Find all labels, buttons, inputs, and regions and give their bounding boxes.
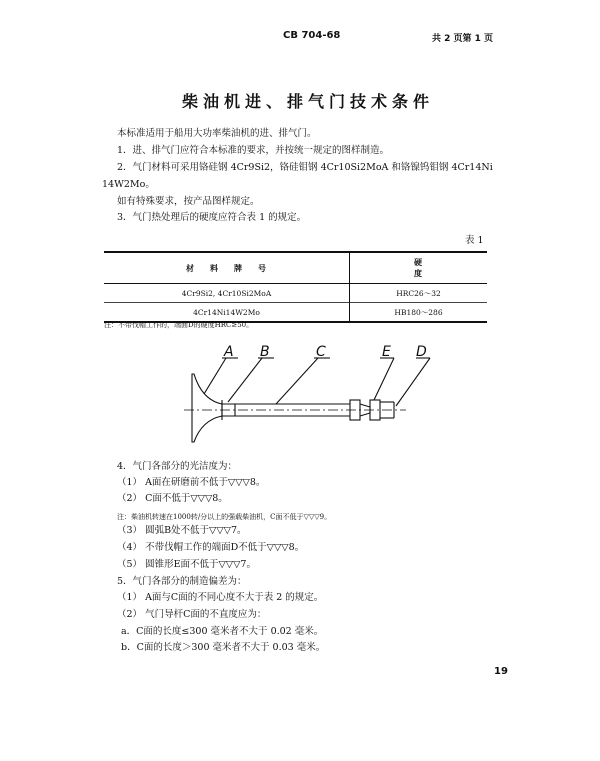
clause-4: 4．气门各部分的光洁度为： — [117, 461, 238, 472]
table-note: 注：不带伐帽工作的，端面D的硬度HRC≥50。 — [104, 321, 254, 329]
table-row — [104, 284, 487, 303]
clause-5-2-b: b．C面的长度＞300 毫米者不大于 0.03 毫米。 — [121, 642, 326, 653]
leader-a — [204, 358, 226, 394]
standard-number: CB 704-68 — [283, 30, 341, 41]
label-c: C — [316, 344, 326, 360]
clause-2-continued: 14W2Mo。 — [102, 179, 155, 190]
valve-head — [192, 374, 222, 442]
clause-4-4: （4） 不带伐帽工作的端面D不低于▽▽▽8。 — [117, 542, 305, 553]
label-e: E — [382, 344, 391, 360]
leader-c — [276, 358, 318, 404]
leader-b — [228, 358, 262, 402]
material-cell: 4Cr14Ni14W2Mo — [104, 303, 350, 323]
clause-4-note: 注：柴油机转速在1000转/分以上的强载柴油机，C面不低于▽▽▽9。 — [117, 513, 332, 521]
valve-diagram — [180, 344, 427, 444]
leader-d — [396, 358, 430, 406]
page-info: 共 2 页第 1 页 — [432, 34, 494, 44]
hardness-cell: HB180～286 — [350, 303, 488, 323]
label-a: A — [224, 344, 234, 360]
material-cell: 4Cr9Si2, 4Cr10Si2MoA — [104, 284, 350, 303]
page-number: 19 — [494, 666, 508, 677]
clause-5-2-a: a．C面的长度≤300 毫米者不大于 0.02 毫米。 — [121, 626, 324, 637]
label-d: D — [416, 344, 427, 360]
clause-5-1: （1） A面与C面的不同心度不大于表 2 的规定。 — [117, 592, 324, 603]
table-header-row — [104, 252, 487, 284]
clause-3: 3．气门热处理后的硬度应符合表 1 的规定。 — [117, 212, 307, 223]
clause-4-2: （2） C面不低于▽▽▽8。 — [117, 493, 228, 504]
clause-5-2: （2） 气门导杆C面的不直度应为： — [117, 609, 267, 620]
clause-4-1: （1） A面在研磨前不低于▽▽▽8。 — [117, 477, 266, 488]
clause-4-5: （5） 圆锥形E面不低于▽▽▽7。 — [117, 559, 256, 570]
clause-1: 1．进、排气门应符合本标准的要求，并按统一规定的图样制造。 — [117, 145, 390, 156]
table-label: 表 1 — [465, 235, 484, 246]
header-material: 材料牌号 — [104, 252, 350, 284]
hardness-table — [104, 251, 487, 323]
hardness-cell: HRC26～32 — [350, 284, 488, 303]
clause-5: 5．气门各部分的制造偏差为： — [117, 576, 247, 587]
clause-2: 2．气门材料可采用铬硅钢 4Cr9Si2，铬硅钼钢 4Cr10Si2MoA 和铬镍钨钼钢 4Cr14Ni — [117, 162, 493, 173]
page-title: 柴油机进、排气门技术条件 — [182, 92, 435, 111]
intro-scope: 本标准适用于船用大功率柴油机的进、排气门。 — [117, 128, 317, 139]
header-hardness: 硬度 — [350, 252, 488, 284]
label-b: B — [260, 344, 270, 360]
leader-e — [374, 358, 394, 400]
clause-4-3: （3） 圆弧B处不低于▽▽▽7。 — [117, 525, 247, 536]
special-requirement-note: 如有特殊要求，按产品图样规定。 — [117, 196, 260, 207]
